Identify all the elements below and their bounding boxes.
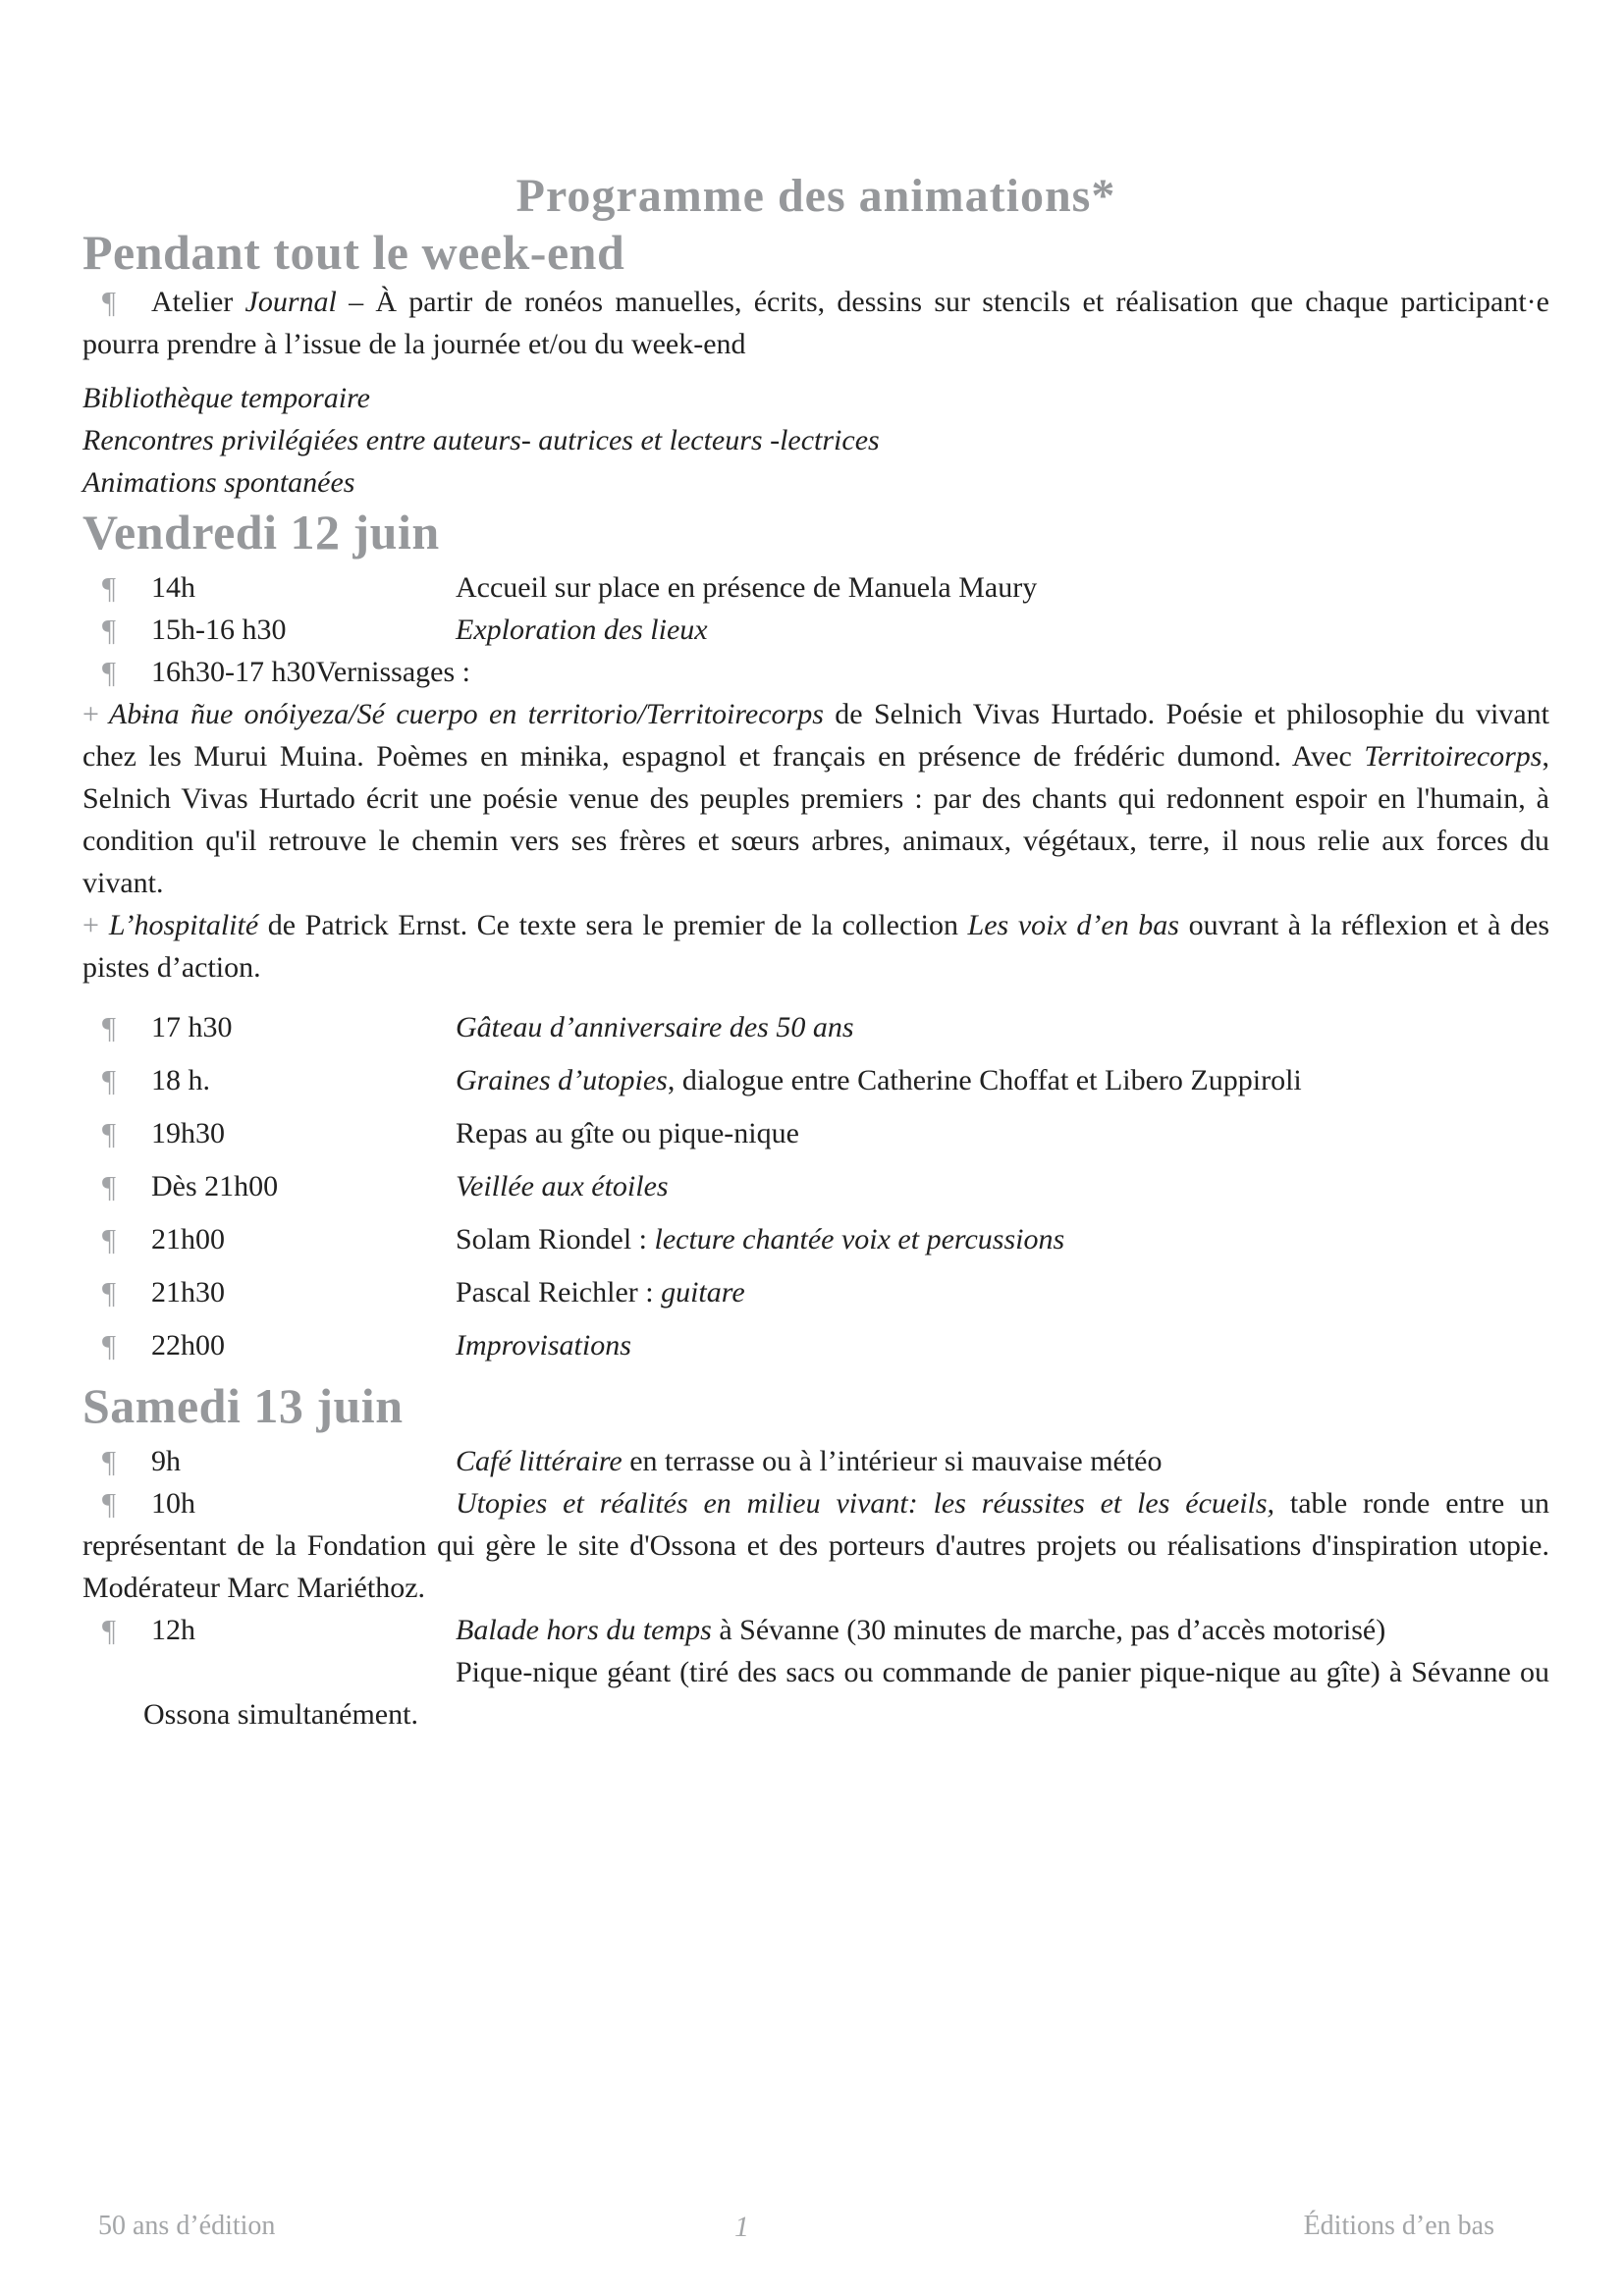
schedule-row-17h30 — [82, 1006, 1549, 1048]
pilcrow-icon: ¶ — [102, 1613, 117, 1647]
time-label: 16h30-17 h30 — [151, 656, 316, 688]
footer — [98, 2211, 1494, 2252]
book-title-hospitalite: L’hospitalité — [108, 909, 259, 941]
collection-title: Les voix d’en bas — [967, 909, 1179, 941]
pilcrow-icon: ¶ — [102, 1116, 117, 1150]
page-content — [0, 169, 1624, 1735]
event-description: Improvisations — [456, 1329, 631, 1362]
weekend-activities-list — [82, 377, 1549, 504]
performer-name: Solam Riondel : — [456, 1223, 655, 1255]
time-label: 9h — [151, 1445, 181, 1477]
pilcrow-icon: ¶ — [102, 1169, 117, 1203]
picnic-paragraph: Pique-nique géant (tiré des sacs ou commande de panier pique-nique au gîte) à Sévanne ou Ossona simultanément. — [143, 1656, 1549, 1731]
page-number: 1 — [734, 2211, 749, 2243]
event-description: à Sévanne (30 minutes de marche, pas d’accès motorisé) — [711, 1614, 1386, 1646]
event-description: , dialogue entre Catherine Choffat et Libero Zuppiroli — [667, 1064, 1302, 1096]
plus-icon: + — [82, 909, 99, 941]
schedule-row-12h — [82, 1609, 1549, 1651]
event-description: Accueil sur place en présence de Manuela Maury — [456, 571, 1038, 604]
event-title-italic: Balade hors du temps — [456, 1614, 712, 1646]
schedule-row-15h — [82, 609, 1549, 651]
time-label: 21h30 — [151, 1276, 225, 1308]
pilcrow-icon: ¶ — [102, 1328, 117, 1362]
time-label: 17 h30 — [151, 1011, 233, 1043]
schedule-row-10h — [82, 1482, 1549, 1609]
activity-line-meetings: Rencontres privilégiées entre auteurs- autrices et lecteurs -lectrices — [82, 424, 880, 456]
saturday-schedule — [82, 1440, 1549, 1651]
workshop-text: Atelier — [151, 286, 245, 318]
pilcrow-icon: ¶ — [102, 1486, 117, 1521]
time-label: 18 h. — [151, 1064, 210, 1096]
event-description: Veillée aux étoiles — [456, 1170, 669, 1202]
event-description: table ronde entre un représentant de la Fondation qui gère le site d'Ossona et des porteurs d'autres projets ou réalisations d'inspiration utopie. Modérateur Marc Mariéthoz. — [82, 1487, 1549, 1604]
event-description: en terrasse ou à l’intérieur si mauvaise météo — [622, 1445, 1163, 1477]
workshop-text-rest: – À partir de ronéos manuelles, écrits, dessins sur stencils et réalisation que chaque participant·e pourra prendre à l’issue de la journée et/ou du week-end — [82, 286, 1549, 360]
event-title-italic: Café littéraire — [456, 1445, 623, 1477]
performer-name: Pascal Reichler : — [456, 1276, 662, 1308]
friday-afternoon-schedule — [82, 566, 1549, 693]
pilcrow-icon: ¶ — [102, 1275, 117, 1309]
vernissage-abina-paragraph — [82, 693, 1549, 904]
event-description: Repas au gîte ou pique-nique — [456, 1117, 799, 1149]
time-label: 22h00 — [151, 1329, 225, 1362]
workshop-title-italic: Journal — [244, 286, 337, 318]
schedule-row-21h00 — [82, 1218, 1549, 1260]
section-heading-friday: Vendredi 12 juin — [82, 505, 440, 560]
book-title-abina: Abɨna ñue onóiyeza/Sé cuerpo en territorio/Territoirecorps — [108, 698, 824, 730]
vernissage-hospitalite-paragraph — [82, 904, 1549, 988]
hospitalite-text-rest: ouvrant à la réflexion et à des pistes d’action. — [82, 909, 1549, 984]
schedule-row-14h — [82, 566, 1549, 609]
hospitalite-text: de Patrick Ernst. Ce texte sera le premier de la collection — [258, 909, 968, 941]
book-title-territoirecorps: Territoirecorps — [1364, 740, 1543, 773]
time-label: 19h30 — [151, 1117, 225, 1149]
event-title-italic: Utopies et réalités en milieu vivant: les réussites et les écueils, — [456, 1487, 1275, 1520]
pilcrow-icon: ¶ — [102, 1063, 117, 1097]
page-title: Programme des animations* — [515, 170, 1116, 222]
schedule-row-18h — [82, 1059, 1549, 1101]
activity-line-library: Bibliothèque temporaire — [82, 382, 370, 414]
activity-line-spontaneous: Animations spontanées — [82, 466, 355, 499]
section-heading-weekend: Pendant tout le week-end — [82, 225, 625, 280]
event-description: Exploration des lieux — [456, 614, 708, 646]
event-description: Vernissages : — [315, 656, 470, 688]
schedule-row-9h — [82, 1440, 1549, 1482]
time-label: 10h — [151, 1487, 195, 1520]
abina-text-rest: , Selnich Vivas Hurtado écrit une poésie venue des peuples premiers : par des chants qui redonnent espoir en l'humain, à condition qu'il retrouve le chemin vers ses frères et sœurs arbres, animaux, végétaux, terre, il nous relie aux forces du vivant. — [82, 740, 1549, 899]
time-label: 21h00 — [151, 1223, 225, 1255]
pilcrow-icon: ¶ — [102, 1222, 117, 1256]
event-description: lecture chantée voix et percussions — [654, 1223, 1065, 1255]
pilcrow-icon: ¶ — [102, 570, 117, 605]
event-title-italic: Graines d’utopies — [456, 1064, 668, 1096]
footer-right-text: Éditions d’en bas — [1303, 2211, 1494, 2241]
abina-text: de Selnich Vivas Hurtado. Poésie et philosophie du vivant chez les Murui Muina. Poèmes en mɨnɨka, espagnol et français en présence de frédéric dumond. Avec — [82, 698, 1549, 773]
pilcrow-icon: ¶ — [102, 613, 117, 647]
event-description: Gâteau d’anniversaire des 50 ans — [456, 1011, 854, 1043]
pilcrow-icon: ¶ — [102, 655, 117, 689]
time-label: 12h — [151, 1614, 195, 1646]
workshop-paragraph — [82, 281, 1549, 365]
footer-left-text: 50 ans d’édition — [98, 2211, 276, 2241]
pilcrow-icon: ¶ — [102, 285, 117, 319]
time-label: Dès 21h00 — [151, 1170, 279, 1202]
time-label: 15h-16 h30 — [151, 614, 287, 646]
schedule-row-21h30 — [82, 1271, 1549, 1313]
event-description: guitare — [661, 1276, 745, 1308]
schedule-row-des21h — [82, 1165, 1549, 1207]
schedule-row-19h30 — [82, 1112, 1549, 1154]
plus-icon: + — [82, 698, 99, 730]
time-label: 14h — [151, 571, 195, 604]
schedule-row-22h00 — [82, 1324, 1549, 1366]
pilcrow-icon: ¶ — [102, 1444, 117, 1478]
section-heading-saturday: Samedi 13 juin — [82, 1378, 404, 1433]
pilcrow-icon: ¶ — [102, 1010, 117, 1044]
friday-evening-schedule — [82, 1006, 1549, 1366]
schedule-row-16h30 — [82, 651, 1549, 693]
